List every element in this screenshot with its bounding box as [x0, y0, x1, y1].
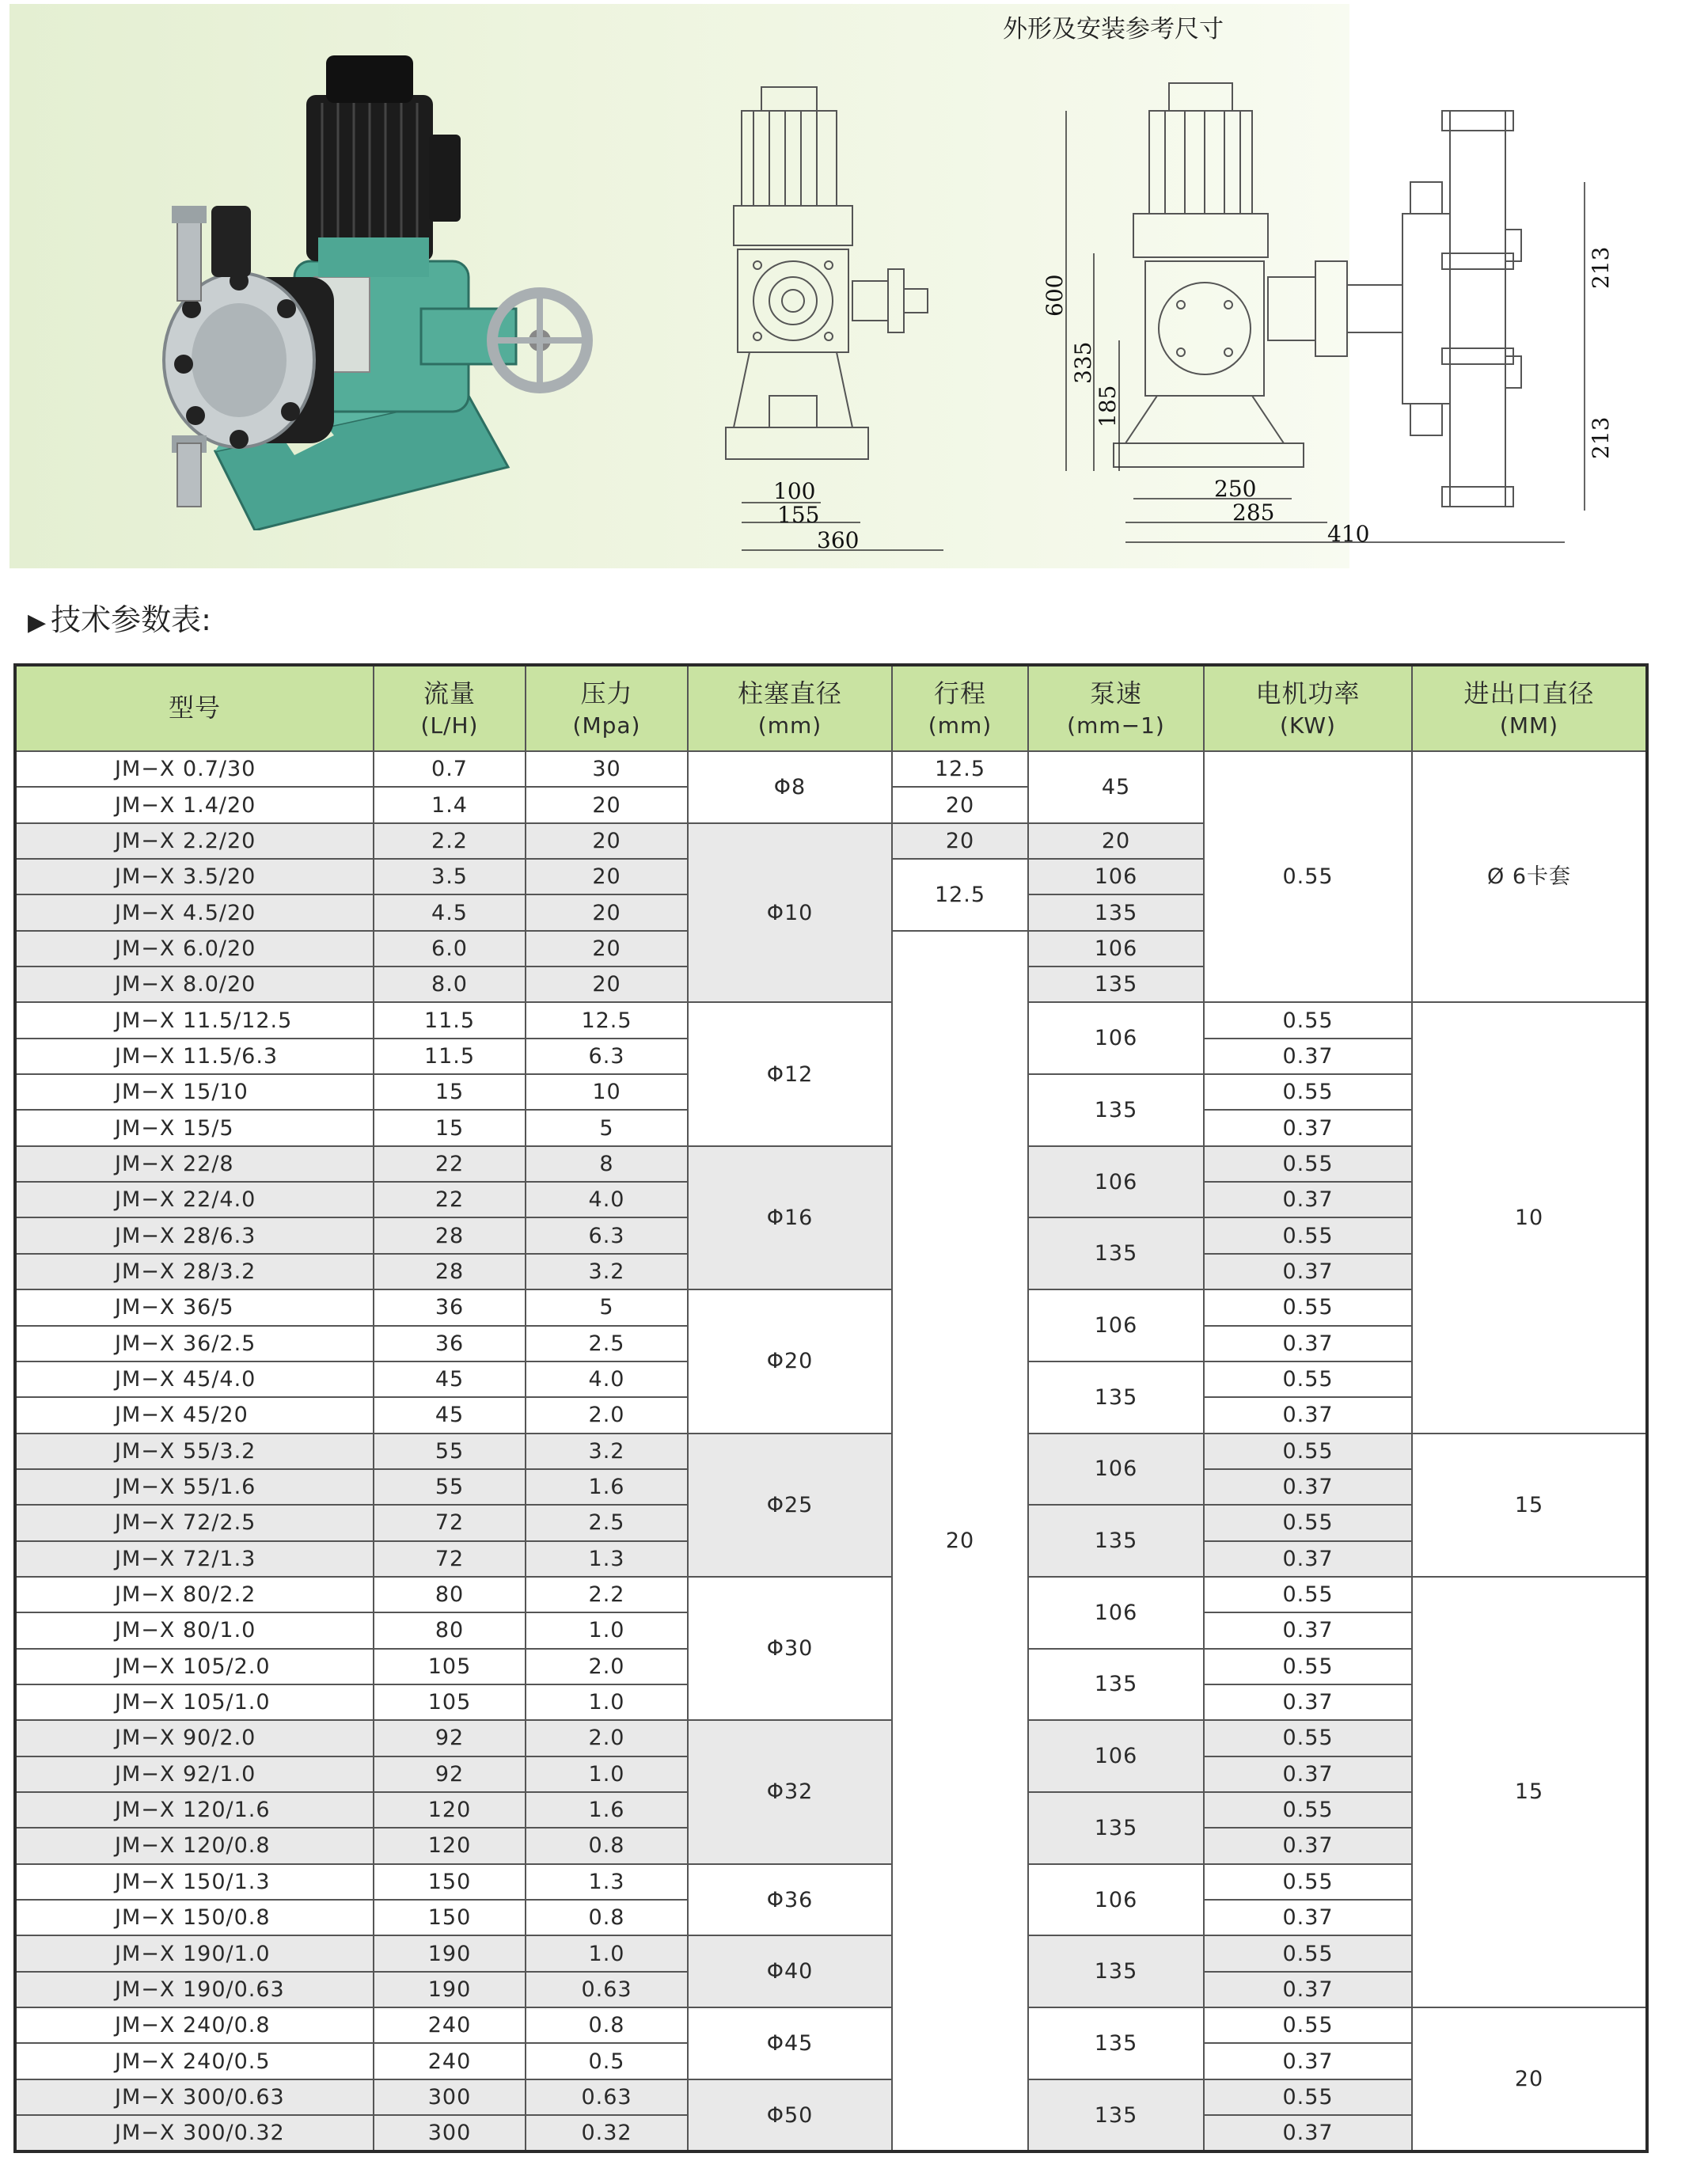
cell-speed: 45: [1028, 751, 1204, 823]
cell-model: JM−X 2.2/20: [15, 823, 374, 859]
cell-speed: 106: [1028, 1577, 1204, 1649]
cell-stroke: 20: [892, 931, 1028, 2152]
product-banner: [9, 4, 1614, 568]
cell-model: JM−X 55/1.6: [15, 1469, 374, 1505]
cell-model: JM−X 190/1.0: [15, 1935, 374, 1971]
cell-pressure: 2.0: [526, 1397, 688, 1433]
cell-plunger: Φ25: [688, 1434, 892, 1577]
cell-flow: 120: [374, 1792, 526, 1828]
cell-pressure: 4.0: [526, 1182, 688, 1217]
cell-flow: 150: [374, 1900, 526, 1935]
cell-flow: 45: [374, 1397, 526, 1433]
cell-speed: 135: [1028, 1217, 1204, 1289]
cell-pressure: 0.63: [526, 1972, 688, 2007]
cell-speed: 135: [1028, 894, 1204, 930]
cell-model: JM−X 36/5: [15, 1289, 374, 1325]
pump-photo: [97, 24, 603, 530]
cell-plunger: Φ16: [688, 1146, 892, 1289]
cell-model: JM−X 15/5: [15, 1110, 374, 1145]
cell-power: 0.37: [1204, 2115, 1412, 2151]
cell-power: 0.55: [1204, 1434, 1412, 1469]
cell-pressure: 1.0: [526, 1756, 688, 1792]
cell-stroke: 12.5: [892, 859, 1028, 931]
cell-pressure: 1.6: [526, 1469, 688, 1505]
header-pressure: 压力 (Mpa): [526, 665, 688, 751]
cell-model: JM−X 72/1.3: [15, 1541, 374, 1577]
cell-flow: 6.0: [374, 931, 526, 966]
cell-pressure: 0.32: [526, 2115, 688, 2151]
cell-model: JM−X 11.5/12.5: [15, 1002, 374, 1038]
cell-power: 0.55: [1204, 2079, 1412, 2115]
cell-speed: 20: [1028, 823, 1204, 859]
spec-table: [13, 663, 1649, 2153]
table-row: [15, 1935, 1647, 1971]
cell-pressure: 3.2: [526, 1254, 688, 1289]
cell-flow: 15: [374, 1074, 526, 1110]
table-row: [15, 1577, 1647, 1612]
cell-port: 15: [1412, 1577, 1647, 2007]
section-heading-text: 技术参数表:: [51, 602, 211, 637]
table-row: [15, 751, 1647, 787]
cell-speed: 106: [1028, 859, 1204, 894]
cell-model: JM−X 240/0.8: [15, 2007, 374, 2043]
cell-model: JM−X 4.5/20: [15, 894, 374, 930]
cell-pressure: 0.63: [526, 2079, 688, 2115]
header-port: 进出口直径 (MM): [1412, 665, 1647, 751]
dim-360: 360: [817, 527, 860, 553]
cell-model: JM−X 120/1.6: [15, 1792, 374, 1828]
cell-model: JM−X 6.0/20: [15, 931, 374, 966]
cell-pressure: 30: [526, 751, 688, 787]
cell-flow: 15: [374, 1110, 526, 1145]
cell-flow: 36: [374, 1289, 526, 1325]
cell-port: 15: [1412, 1434, 1647, 1577]
header-plunger: 柱塞直径 (mm): [688, 665, 892, 751]
cell-power: 0.55: [1204, 751, 1412, 1002]
cell-flow: 300: [374, 2079, 526, 2115]
cell-flow: 2.2: [374, 823, 526, 859]
cell-model: JM−X 80/2.2: [15, 1577, 374, 1612]
cell-speed: 135: [1028, 966, 1204, 1002]
cell-power: 0.55: [1204, 1289, 1412, 1325]
cell-flow: 72: [374, 1541, 526, 1577]
cell-model: JM−X 1.4/20: [15, 787, 374, 822]
cell-power: 0.37: [1204, 1612, 1412, 1648]
cell-pressure: 10: [526, 1074, 688, 1110]
cell-flow: 105: [374, 1649, 526, 1684]
cell-power: 0.55: [1204, 1792, 1412, 1828]
cell-model: JM−X 8.0/20: [15, 966, 374, 1002]
cell-flow: 300: [374, 2115, 526, 2151]
cell-model: JM−X 11.5/6.3: [15, 1039, 374, 1074]
cell-pressure: 0.5: [526, 2043, 688, 2079]
cell-flow: 92: [374, 1720, 526, 1756]
cell-flow: 105: [374, 1684, 526, 1720]
cell-port: 10: [1412, 1002, 1647, 1433]
cell-speed: 135: [1028, 1505, 1204, 1577]
cell-flow: 22: [374, 1182, 526, 1217]
dim-335: 335: [1070, 341, 1096, 384]
cell-speed: 135: [1028, 2007, 1204, 2079]
cell-model: JM−X 105/2.0: [15, 1649, 374, 1684]
cell-model: JM−X 105/1.0: [15, 1684, 374, 1720]
cell-speed: 106: [1028, 1864, 1204, 1936]
cell-flow: 190: [374, 1935, 526, 1971]
cell-flow: 3.5: [374, 859, 526, 894]
cell-speed: 135: [1028, 1074, 1204, 1146]
cell-flow: 72: [374, 1505, 526, 1540]
table-row: [15, 1720, 1647, 1756]
cell-flow: 92: [374, 1756, 526, 1792]
cell-model: JM−X 0.7/30: [15, 751, 374, 787]
cell-flow: 28: [374, 1217, 526, 1253]
cell-flow: 240: [374, 2043, 526, 2079]
cell-pressure: 8: [526, 1146, 688, 1182]
cell-pressure: 2.5: [526, 1326, 688, 1361]
table-row: [15, 1146, 1647, 1182]
cell-power: 0.37: [1204, 1900, 1412, 1935]
cell-plunger: Φ12: [688, 1002, 892, 1145]
cell-model: JM−X 55/3.2: [15, 1434, 374, 1469]
cell-power: 0.55: [1204, 1361, 1412, 1397]
cell-flow: 190: [374, 1972, 526, 2007]
dimension-drawing: [714, 79, 1616, 570]
cell-flow: 22: [374, 1146, 526, 1182]
cell-model: JM−X 36/2.5: [15, 1326, 374, 1361]
cell-port: 20: [1412, 2007, 1647, 2151]
cell-model: JM−X 300/0.32: [15, 2115, 374, 2151]
cell-power: 0.55: [1204, 1720, 1412, 1756]
dim-410: 410: [1327, 521, 1370, 547]
cell-model: JM−X 3.5/20: [15, 859, 374, 894]
cell-power: 0.55: [1204, 1217, 1412, 1253]
dim-100: 100: [773, 478, 816, 504]
cell-plunger: Φ10: [688, 823, 892, 1003]
table-row: [15, 1002, 1647, 1038]
cell-model: JM−X 300/0.63: [15, 2079, 374, 2115]
cell-pressure: 1.3: [526, 1541, 688, 1577]
cell-model: JM−X 22/8: [15, 1146, 374, 1182]
cell-power: 0.37: [1204, 1756, 1412, 1792]
cell-flow: 28: [374, 1254, 526, 1289]
cell-pressure: 5: [526, 1289, 688, 1325]
cell-power: 0.55: [1204, 1649, 1412, 1684]
drawing-caption: 外形及安装参考尺寸: [1003, 15, 1224, 44]
cell-flow: 55: [374, 1434, 526, 1469]
cell-model: JM−X 92/1.0: [15, 1756, 374, 1792]
cell-pressure: 6.3: [526, 1217, 688, 1253]
cell-speed: 106: [1028, 1002, 1204, 1074]
cell-model: JM−X 150/1.3: [15, 1864, 374, 1900]
cell-model: JM−X 28/3.2: [15, 1254, 374, 1289]
cell-plunger: Φ36: [688, 1864, 892, 1936]
cell-pressure: 2.2: [526, 1577, 688, 1612]
cell-power: 0.37: [1204, 1039, 1412, 1074]
cell-power: 0.55: [1204, 1864, 1412, 1900]
cell-model: JM−X 45/20: [15, 1397, 374, 1433]
cell-speed: 106: [1028, 1434, 1204, 1506]
cell-pressure: 1.6: [526, 1792, 688, 1828]
table-header-row: [15, 665, 1647, 751]
cell-flow: 80: [374, 1612, 526, 1648]
cell-model: JM−X 150/0.8: [15, 1900, 374, 1935]
cell-pressure: 20: [526, 931, 688, 966]
dim-213-top: 213: [1588, 246, 1614, 289]
cell-model: JM−X 72/2.5: [15, 1505, 374, 1540]
cell-power: 0.37: [1204, 1541, 1412, 1577]
header-stroke: 行程 (mm): [892, 665, 1028, 751]
cell-pressure: 20: [526, 823, 688, 859]
cell-power: 0.37: [1204, 1469, 1412, 1505]
cell-pressure: 2.0: [526, 1649, 688, 1684]
cell-pressure: 1.3: [526, 1864, 688, 1900]
table-row: [15, 1289, 1647, 1325]
cell-flow: 120: [374, 1828, 526, 1863]
cell-power: 0.37: [1204, 1326, 1412, 1361]
header-flow: 流量 (L/H): [374, 665, 526, 751]
header-speed: 泵速 (mm−1): [1028, 665, 1204, 751]
cell-flow: 11.5: [374, 1039, 526, 1074]
cell-model: JM−X 80/1.0: [15, 1612, 374, 1648]
cell-pressure: 6.3: [526, 1039, 688, 1074]
cell-pressure: 2.5: [526, 1505, 688, 1540]
triangle-bullet-icon: ▶: [28, 609, 47, 636]
cell-power: 0.37: [1204, 1110, 1412, 1145]
cell-power: 0.37: [1204, 1828, 1412, 1863]
cell-pressure: 0.8: [526, 1828, 688, 1863]
cell-plunger: Φ32: [688, 1720, 892, 1863]
cell-power: 0.55: [1204, 1505, 1412, 1540]
cell-power: 0.37: [1204, 1972, 1412, 2007]
cell-pressure: 20: [526, 787, 688, 822]
cell-flow: 8.0: [374, 966, 526, 1002]
cell-speed: 135: [1028, 1792, 1204, 1864]
cell-model: JM−X 240/0.5: [15, 2043, 374, 2079]
cell-plunger: Φ50: [688, 2079, 892, 2152]
cell-speed: 135: [1028, 2079, 1204, 2152]
table-row: [15, 1434, 1647, 1469]
cell-pressure: 12.5: [526, 1002, 688, 1038]
cell-speed: 135: [1028, 1935, 1204, 2007]
dim-185: 185: [1095, 385, 1121, 427]
cell-power: 0.37: [1204, 1182, 1412, 1217]
cell-pressure: 20: [526, 966, 688, 1002]
cell-flow: 240: [374, 2007, 526, 2043]
cell-plunger: Φ40: [688, 1935, 892, 2007]
cell-power: 0.37: [1204, 1397, 1412, 1433]
cell-power: 0.37: [1204, 1684, 1412, 1720]
cell-power: 0.55: [1204, 1935, 1412, 1971]
cell-flow: 0.7: [374, 751, 526, 787]
table-row: [15, 2007, 1647, 2043]
section-heading: [28, 595, 211, 639]
cell-pressure: 1.0: [526, 1935, 688, 1971]
cell-flow: 1.4: [374, 787, 526, 822]
cell-speed: 135: [1028, 1361, 1204, 1434]
cell-pressure: 20: [526, 859, 688, 894]
cell-power: 0.55: [1204, 1577, 1412, 1612]
cell-pressure: 3.2: [526, 1434, 688, 1469]
cell-speed: 106: [1028, 1146, 1204, 1218]
dim-155: 155: [777, 502, 820, 528]
table-row: [15, 1864, 1647, 1900]
cell-model: JM−X 190/0.63: [15, 1972, 374, 2007]
cell-flow: 80: [374, 1577, 526, 1612]
cell-stroke: 20: [892, 787, 1028, 822]
cell-plunger: Φ30: [688, 1577, 892, 1720]
cell-pressure: 5: [526, 1110, 688, 1145]
cell-flow: 150: [374, 1864, 526, 1900]
cell-power: 0.55: [1204, 2007, 1412, 2043]
cell-model: JM−X 28/6.3: [15, 1217, 374, 1253]
cell-power: 0.55: [1204, 1146, 1412, 1182]
cell-pressure: 0.8: [526, 1900, 688, 1935]
cell-flow: 4.5: [374, 894, 526, 930]
cell-pressure: 0.8: [526, 2007, 688, 2043]
cell-speed: 135: [1028, 1649, 1204, 1721]
header-model: 型号: [15, 665, 374, 751]
cell-speed: 106: [1028, 1289, 1204, 1361]
header-power: 电机功率 (KW): [1204, 665, 1412, 751]
cell-flow: 36: [374, 1326, 526, 1361]
cell-speed: 106: [1028, 931, 1204, 966]
cell-flow: 45: [374, 1361, 526, 1397]
cell-speed: 106: [1028, 1720, 1204, 1792]
cell-power: 0.37: [1204, 1254, 1412, 1289]
cell-plunger: Φ45: [688, 2007, 892, 2079]
cell-flow: 55: [374, 1469, 526, 1505]
cell-model: JM−X 90/2.0: [15, 1720, 374, 1756]
cell-pressure: 1.0: [526, 1612, 688, 1648]
cell-pressure: 4.0: [526, 1361, 688, 1397]
dim-213-bottom: 213: [1588, 416, 1614, 459]
cell-pressure: 20: [526, 894, 688, 930]
cell-port: Ø 6卡套: [1412, 751, 1647, 1002]
cell-plunger: Φ8: [688, 751, 892, 823]
dim-250: 250: [1214, 476, 1257, 502]
cell-stroke: 12.5: [892, 751, 1028, 787]
table-row: [15, 2079, 1647, 2115]
cell-model: JM−X 15/10: [15, 1074, 374, 1110]
dim-600: 600: [1042, 274, 1068, 317]
cell-plunger: Φ20: [688, 1289, 892, 1433]
cell-pressure: 2.0: [526, 1720, 688, 1756]
cell-stroke: 20: [892, 823, 1028, 859]
cell-pressure: 1.0: [526, 1684, 688, 1720]
dim-285: 285: [1232, 499, 1275, 526]
cell-model: JM−X 120/0.8: [15, 1828, 374, 1863]
cell-power: 0.37: [1204, 2043, 1412, 2079]
cell-model: JM−X 22/4.0: [15, 1182, 374, 1217]
cell-flow: 11.5: [374, 1002, 526, 1038]
cell-model: JM−X 45/4.0: [15, 1361, 374, 1397]
cell-power: 0.55: [1204, 1002, 1412, 1038]
cell-power: 0.55: [1204, 1074, 1412, 1110]
